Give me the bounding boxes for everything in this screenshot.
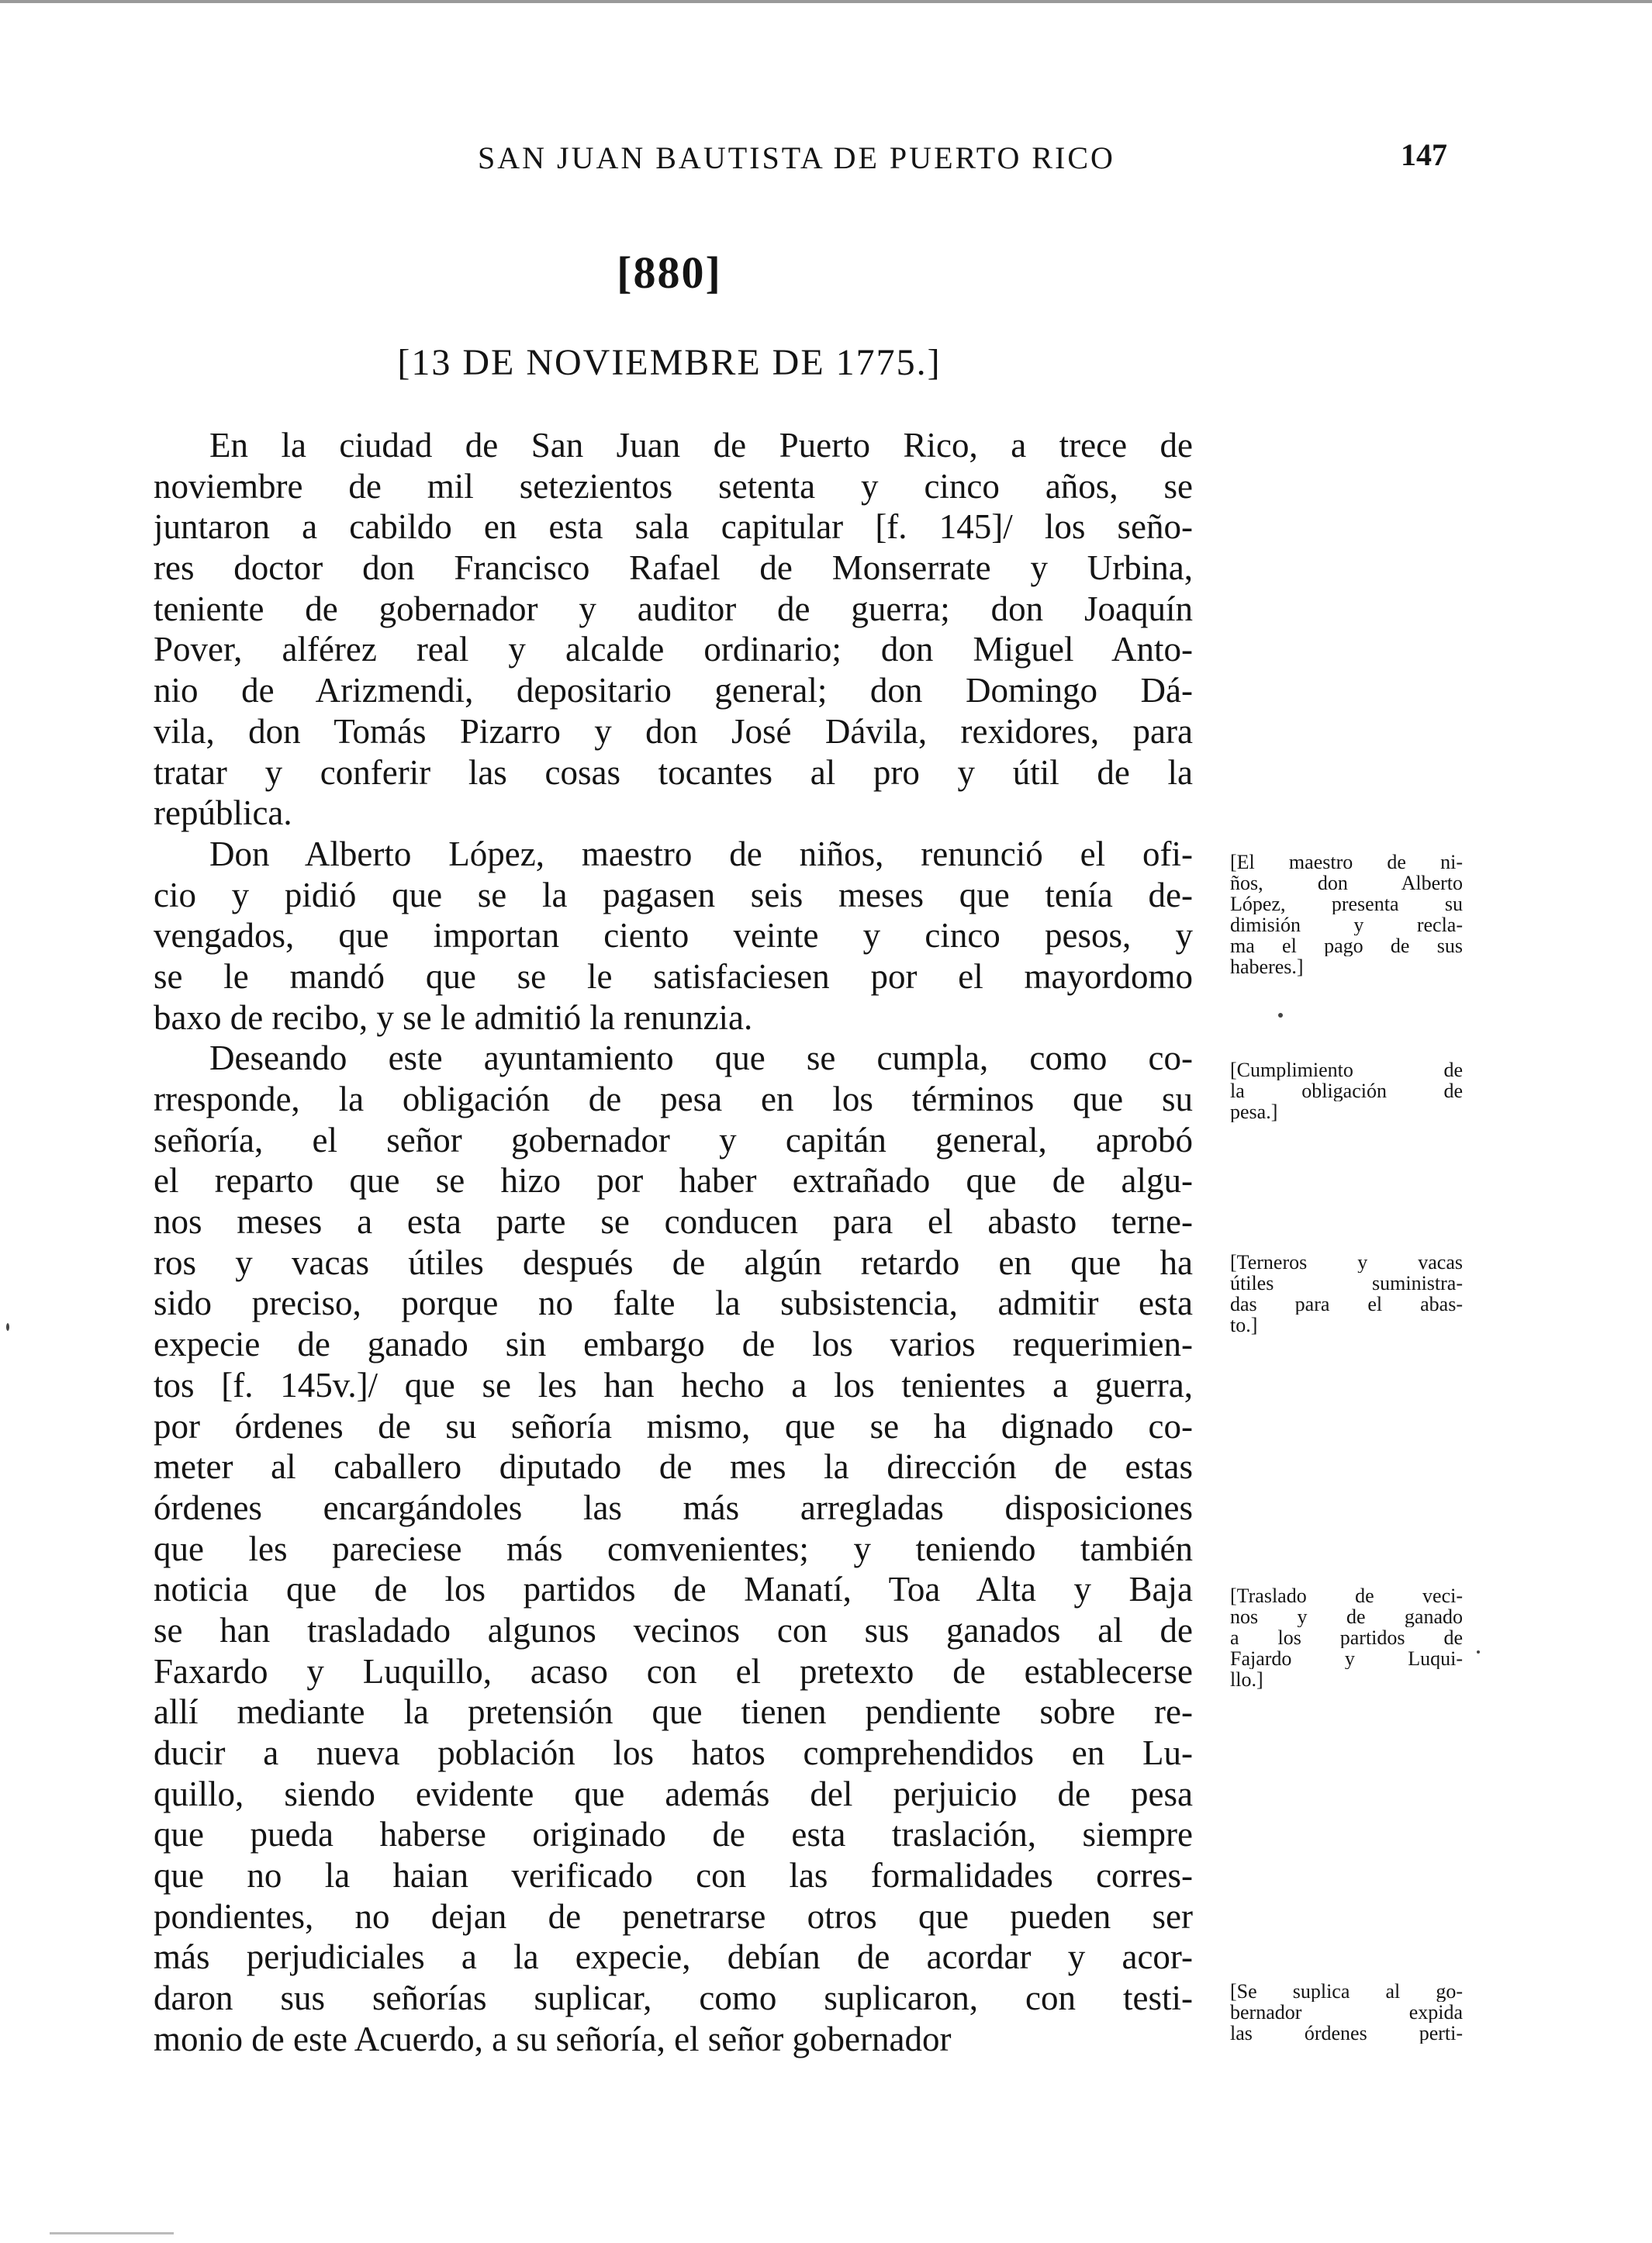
margin-note-line: a los partidos de bbox=[1230, 1627, 1463, 1648]
margin-note-line: ma el pago de sus bbox=[1230, 935, 1463, 956]
body-line: allí mediante la pretensión que tienen pendiente sobre re- bbox=[154, 1692, 1193, 1732]
body-line: juntaron a cabildo en esta sala capitular [f. 145]/ los seño- bbox=[154, 507, 1193, 547]
body-line: cio y pidió que se la pagasen seis meses que tenía de- bbox=[154, 875, 1193, 914]
body-text bbox=[154, 425, 1193, 2060]
body-line: Faxardo y Luquillo, acaso con el pretexto de establecerse bbox=[154, 1651, 1193, 1691]
margin-note-line: nos y de ganado bbox=[1230, 1606, 1463, 1627]
body-line: señoría, el señor gobernador y capitán general, aprobó bbox=[154, 1120, 1193, 1160]
margin-note-calves-cows bbox=[1230, 1252, 1463, 1336]
margin-note-line: [Cumplimiento de bbox=[1230, 1059, 1463, 1080]
page-number: 147 bbox=[1401, 137, 1447, 172]
body-line: que no la haian verificado con las formalidades corres- bbox=[154, 1856, 1193, 1896]
margin-note-governor-petition bbox=[1230, 1981, 1463, 2044]
margin-note-line: to.] bbox=[1230, 1315, 1258, 1336]
body-line: vila, don Tomás Pizarro y don José Dávila, rexidores, para bbox=[154, 711, 1193, 751]
body-line: daron sus señorías suplicar, como suplicaron, con testi- bbox=[154, 1979, 1193, 2018]
body-line: noticia que de los partidos de Manatí, Toa Alta y Baja bbox=[154, 1570, 1193, 1609]
margin-note-line: bernador expida bbox=[1230, 2002, 1463, 2023]
body-line: res doctor don Francisco Rafael de Monserrate y Urbina, bbox=[154, 548, 1193, 588]
margin-note-line: llo.] bbox=[1230, 1669, 1263, 1690]
document-number: [880] bbox=[617, 247, 722, 298]
margin-note-line: López, presenta su bbox=[1230, 893, 1463, 914]
margin-note-line: Fajardo y Luqui- bbox=[1230, 1648, 1463, 1669]
body-line: órdenes encargándoles las más arregladas disposiciones bbox=[154, 1488, 1193, 1527]
ink-speck bbox=[6, 1323, 9, 1331]
margin-note-line: [Se suplica al go- bbox=[1230, 1981, 1463, 2002]
body-line: se han trasladado algunos vecinos con sus ganados al de bbox=[154, 1610, 1193, 1650]
margin-note-line: pesa.] bbox=[1230, 1101, 1278, 1122]
margin-note-line: das para el abas- bbox=[1230, 1294, 1463, 1315]
margin-note-line: la obligación de bbox=[1230, 1080, 1463, 1101]
body-line: monio de este Acuerdo, a su señoría, el señor gobernador bbox=[154, 2019, 952, 2058]
body-line: tos [f. 145v.]/ que se les han hecho a los tenientes a guerra, bbox=[154, 1365, 1193, 1405]
body-line: ros y vacas útiles después de algún retardo en que ha bbox=[154, 1242, 1193, 1282]
body-line: vengados, que importan ciento veinte y cinco pesos, y bbox=[154, 916, 1193, 956]
body-line: rresponde, la obligación de pesa en los términos que su bbox=[154, 1080, 1193, 1118]
margin-note-line: [Traslado de veci- bbox=[1230, 1585, 1463, 1606]
margin-note-resident-transfer bbox=[1230, 1585, 1463, 1690]
margin-note-line: [El maestro de ni- bbox=[1230, 852, 1463, 873]
body-line: ducir a nueva población los hatos comprehendidos en Lu- bbox=[154, 1733, 1193, 1772]
bottom-edge-mark bbox=[50, 2232, 174, 2234]
body-line: se le mandó que se le satisfaciesen por el mayordomo bbox=[154, 956, 1193, 996]
body-line: más perjudiciales a la expecie, debían de acordar y acor- bbox=[154, 1937, 1193, 1977]
margin-note-line: las órdenes perti- bbox=[1230, 2023, 1463, 2044]
body-line: nio de Arizmendi, depositario general; don Domingo Dá- bbox=[154, 671, 1193, 710]
body-line: meter al caballero diputado de mes la dirección de estas bbox=[154, 1447, 1193, 1487]
body-line: nos meses a esta parte se conducen para el abasto terne- bbox=[154, 1202, 1193, 1242]
running-title: SAN JUAN BAUTISTA DE PUERTO RICO bbox=[478, 140, 1115, 175]
ink-speck bbox=[1278, 1013, 1283, 1018]
margin-note-line: ños, don Alberto bbox=[1230, 873, 1463, 893]
body-line: En la ciudad de San Juan de Puerto Rico, a trece de bbox=[209, 426, 1193, 465]
margin-note-line: útiles suministra- bbox=[1230, 1273, 1463, 1294]
ink-speck bbox=[1477, 1650, 1480, 1654]
body-line: por órdenes de su señoría mismo, que se ha dignado co- bbox=[154, 1406, 1193, 1446]
margin-note-weighing-obligation bbox=[1230, 1059, 1463, 1122]
margin-note-line: [Terneros y vacas bbox=[1230, 1252, 1463, 1273]
body-line: noviembre de mil setezientos setenta y cinco años, se bbox=[154, 466, 1193, 506]
body-line: el reparto que se hizo por haber extrañado que de algu- bbox=[154, 1161, 1193, 1201]
body-line: expecie de ganado sin embargo de los varios requerimien- bbox=[154, 1325, 1193, 1364]
body-line: Deseando este ayuntamiento que se cumpla, como co- bbox=[209, 1039, 1193, 1078]
body-line: tratar y conferir las cosas tocantes al pro y útil de la bbox=[154, 752, 1193, 792]
margin-note-line: dimisión y recla- bbox=[1230, 914, 1463, 935]
top-edge-rule bbox=[0, 0, 1652, 3]
body-line: pondientes, no dejan de penetrarse otros que pueden ser bbox=[154, 1896, 1193, 1936]
body-line: que pueda haberse originado de esta traslación, siempre bbox=[154, 1815, 1193, 1854]
body-line: quillo, siendo evidente que además del perjuicio de pesa bbox=[154, 1774, 1193, 1813]
body-line: baxo de recibo, y se le admitió la renunzia. bbox=[154, 997, 753, 1037]
body-line: Pover, alférez real y alcalde ordinario; don Miguel Anto- bbox=[154, 630, 1193, 669]
document-date: [13 DE NOVIEMBRE DE 1775.] bbox=[397, 342, 942, 383]
body-line: Don Alberto López, maestro de niños, renunció el ofi- bbox=[209, 834, 1193, 873]
body-line: república. bbox=[154, 793, 292, 833]
margin-note-teacher-resignation bbox=[1230, 852, 1463, 977]
body-line: sido preciso, porque no falte la subsistencia, admitir esta bbox=[154, 1284, 1193, 1323]
body-line: que les pareciese más comvenientes; y teniendo también bbox=[154, 1529, 1193, 1568]
body-line: teniente de gobernador y auditor de guerra; don Joaquín bbox=[154, 589, 1193, 628]
margin-note-line: haberes.] bbox=[1230, 956, 1304, 977]
